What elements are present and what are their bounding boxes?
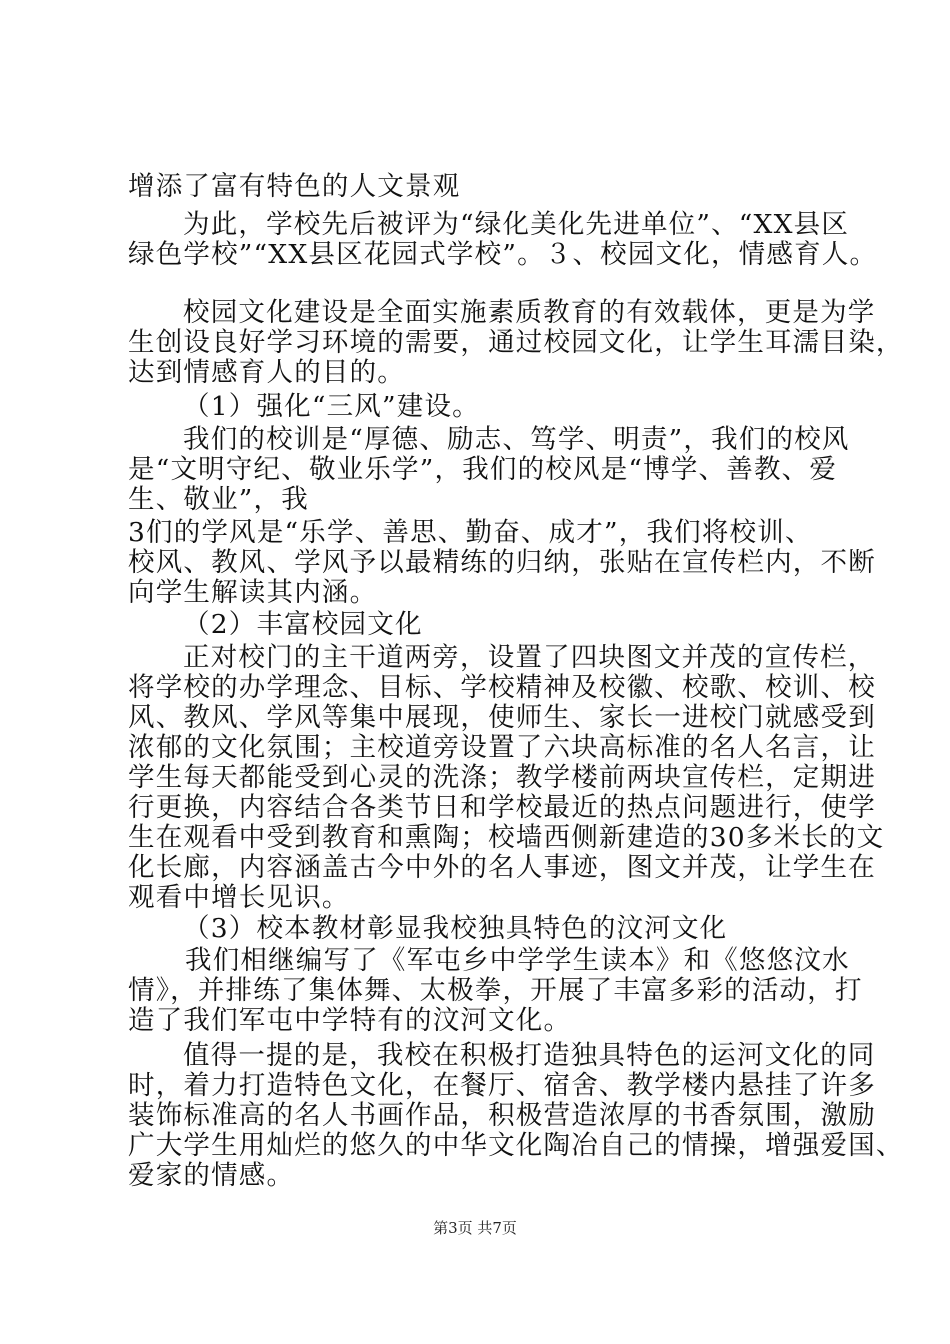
text-line: 生在观看中受到教育和熏陶；校墙西侧新建造的30多米长的文 <box>128 822 885 853</box>
text-line: 学生每天都能受到心灵的洗涤；教学楼前两块宣传栏，定期进 <box>128 762 876 793</box>
text-line: 造了我们军屯中学特有的汶河文化。 <box>128 1005 572 1036</box>
text-line: 向学生解读其内涵。 <box>128 577 378 608</box>
text-line: 我们的校训是“厚德、励志、笃学、明责”，我们的校风 <box>183 424 850 455</box>
text-line: 3们的学风是“乐学、善思、勤奋、成才”，我们将校训、 <box>128 517 813 548</box>
text-line: 将学校的办学理念、目标、学校精神及校徽、校歌、校训、校 <box>128 672 876 703</box>
text-line: 行更换，内容结合各类节日和学校最近的热点问题进行，使学 <box>128 792 876 823</box>
text-line: 化长廊，内容涵盖古今中外的名人事迹，图文并茂，让学生在 <box>128 852 876 883</box>
text-line: 广大学生用灿烂的悠久的中华文化陶冶自己的情操，增强爱国、 <box>128 1130 904 1161</box>
text-line: 绿色学校”“XX县区花园式学校”。３、校园文化，情感育人。 <box>128 239 878 270</box>
text-line: 为此，学校先后被评为“绿化美化先进单位”、“XX县区 <box>183 209 850 240</box>
text-line: 我们相继编写了《军屯乡中学学生读本》和《悠悠汶水 <box>185 945 850 976</box>
section-heading: （1）强化“三风”建设。 <box>183 391 480 422</box>
text-line: 值得一提的是，我校在积极打造独具特色的运河文化的同 <box>183 1040 876 1071</box>
text-line: 生、敬业”，我 <box>128 484 309 515</box>
text-line: 生创设良好学习环境的需要，通过校园文化，让学生耳濡目染， <box>128 327 904 358</box>
text-line: 爱家的情感。 <box>128 1160 295 1191</box>
text-line: 风、教风、学风等集中展现，使师生、家长一进校门就感受到 <box>128 702 876 733</box>
text-line: 正对校门的主干道两旁，设置了四块图文并茂的宣传栏， <box>183 642 876 673</box>
text-line: 是“文明守纪、敬业乐学”，我们的校风是“博学、善教、爱 <box>128 454 838 485</box>
section-heading: （2）丰富校园文化 <box>183 609 423 640</box>
text-line: 浓郁的文化氛围；主校道旁设置了六块高标准的名人名言，让 <box>128 732 876 763</box>
page-number-footer: 第3页 共7页 <box>433 1219 517 1237</box>
section-heading: （3）校本教材彰显我校独具特色的汶河文化 <box>183 913 728 944</box>
text-line: 时，着力打造特色文化，在餐厅、宿舍、教学楼内悬挂了许多 <box>128 1070 876 1101</box>
text-line: 情》，并排练了集体舞、太极拳，开展了丰富多彩的活动，打 <box>128 975 863 1006</box>
text-line: 装饰标准高的名人书画作品，积极营造浓厚的书香氛围，激励 <box>128 1100 876 1131</box>
text-line: 校风、教风、学风予以最精练的归纳，张贴在宣传栏内，不断 <box>128 547 876 578</box>
text-line: 增添了富有特色的人文景观 <box>128 171 461 202</box>
text-line: 达到情感育人的目的。 <box>128 357 405 388</box>
text-line: 观看中增长见识。 <box>128 882 350 913</box>
text-line: 校园文化建设是全面实施素质教育的有效载体，更是为学 <box>183 297 876 328</box>
